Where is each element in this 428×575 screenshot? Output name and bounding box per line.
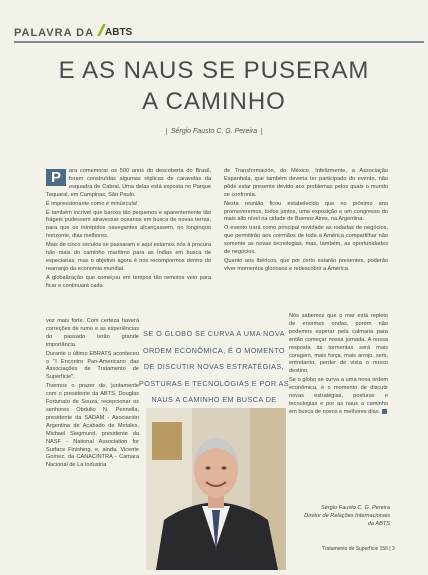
- article-title-line2: A CAMINHO: [142, 88, 286, 115]
- paragraph: Durante o último EBRATS aconteceu o "I Encontro Pan-Americano das Associações de Tratamento de Superfície".: [46, 350, 139, 381]
- author-name: Sérgio Fausto C. G. Pereira: [166, 128, 262, 135]
- paragraph: vez mais forte. Com certeza haverá correções de rumo e as experiências do passado terão grande importância.: [46, 318, 139, 348]
- paragraph: Quanto aos Ibéricos, que por certo estarão presentes, poderão viver momentos gloriosos e redescobrir a América.: [224, 257, 388, 272]
- caption-role: Diretor de Relações Internacionais: [304, 513, 390, 519]
- paragraph: O evento trará como principal novidade as rodadas de negócios, que permitirão aos coirmãos de toda a América compartilhar não somente as novas tecnologias, mas, também, as oportunidades de negócios.: [224, 225, 388, 256]
- author-photo: [146, 408, 286, 570]
- paragraph: de Transformación, do México. Infelizmente, a Associação Espanhola, que também deveria ter participado do evento, não pôde estar presente devido aos problemas pelos quais o mundo se confronta.: [224, 168, 388, 198]
- closing-text: Se o globo se curva a uma nova ordem econômica, é o momento de discutir novas estratégias, posturas e tecnologias e por as naus a caminho em busca de novos e melhores dias.: [289, 377, 388, 415]
- column-2: [224, 168, 388, 275]
- column-1: [46, 168, 211, 292]
- section-label: PALAVRA DA: [14, 27, 95, 39]
- paragraph: [46, 168, 211, 200]
- paragraph-text: ara comemorar os 500 anos do descoberta do Brasil, foram construídas algumas réplicas de caravelas da esquadra de Cabral. Uma delas está exposta no Parque Taquaral, em Campinas, São Paulo.: [46, 168, 211, 198]
- column-1-continued: [46, 318, 139, 471]
- dropcap: P: [46, 169, 66, 186]
- photo-caption: [282, 504, 390, 528]
- page-header: [0, 0, 428, 44]
- column-2-continued: [289, 313, 388, 418]
- author-byline: [0, 128, 428, 135]
- paragraph: Nesta reunião ficou estabelecido que no próximo ano promoveremos, todos juntos, uma exposição e um congresso do mais alto nível na cidade de Buenos Aires, na Argentina.: [224, 200, 388, 223]
- abts-logo: [97, 23, 133, 38]
- pull-quote: SE O GLOBO SE CURVA A UMA NOVA ORDEM ECONÔMICA, É O MOMENTO DE DISCUTIR NOVAS ESTRATÉGIAS, POSTURAS E TECNOLOGIAS E POR AS NAUS A CAMINHO EM BUSCA DE: [138, 329, 290, 404]
- header-rule: [14, 41, 424, 43]
- paragraph: Tivemos o prazer de, juntamente com o presidente da ABTS, Douglas Fortunato de Souza, recepcionar os senhores Obdulio N. Pennella, presidente da SADAM - Asociación Argentina de Acabado de Metales, Michael Siegmund, presidente da NASF - National Association for Surface Finishing, e, ainda, Vicente Gomez, da CANACINTRA - Camara Nacional de La Industria: [46, 383, 139, 469]
- article-title-line1: E AS NAUS SE PUSERAM: [58, 57, 370, 84]
- paragraph: [289, 377, 388, 417]
- logo-text: ABTS: [105, 27, 133, 38]
- caption-org: da ABTS: [367, 521, 390, 527]
- paragraph: Mais de cinco séculos se passaram e aqui estamos nós à procura não mais do caminho marítimo para as Índias em busca de especiarias, mas o objetivo agora é nos recompormos dentro do rearranjo da economia mundial.: [46, 242, 211, 272]
- paragraph: A globalização que começou em tempos tão remotos veio para ficar e continuará cada: [46, 274, 211, 289]
- page-footer: Tratamento de Superfície 156 | 3: [322, 546, 395, 552]
- caption-name: Sérgio Fausto C. G. Pereira: [320, 505, 390, 511]
- paragraph: É também incrível que barcos tão pequenos e aparentemente tão frágeis pudessem atravessar oceanos em busca de novas terras, para que os intrépidos navegantes alcançassem, no longínquo horizonte, dias melhores.: [46, 209, 211, 240]
- end-mark-icon: [382, 409, 387, 414]
- paragraph: É impressionante como é minúscula!: [46, 200, 138, 207]
- paragraph: Nós sabemos que o mar está repleto de enormes ondas, porém não podemos esperar pela calmaria para então começar nossa jornada. A nossa resposta às tormentas será mais coragem, mais força, mais arrojo, sem, entretanto, perder de vista o nosso destino.: [289, 313, 388, 375]
